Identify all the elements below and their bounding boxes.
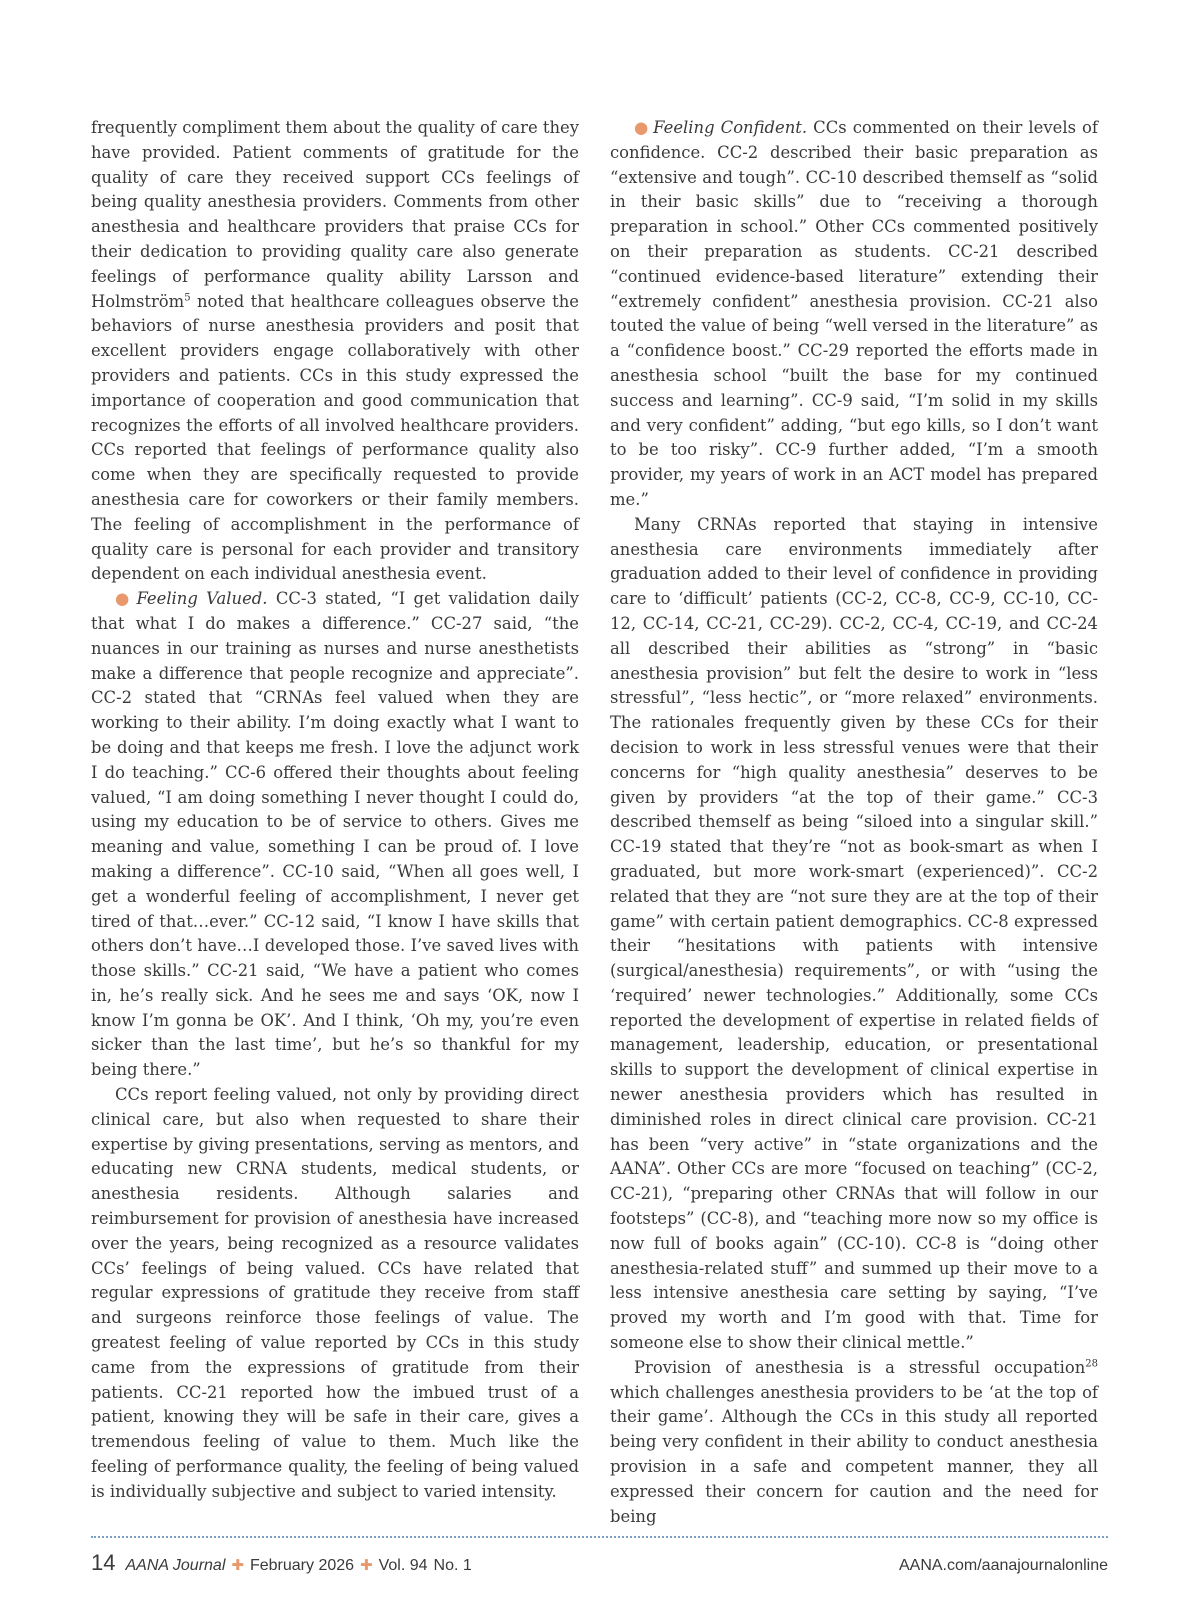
issue-number: No. 1 — [433, 1557, 472, 1574]
left-paragraph-3: CCs report feeling valued, not only by providing direct clinical care, but also when requested to share their expertise by giving presentations, serving as mentors, and educating new CRNA students, medical students, or anesthesia residents. Although salaries and reimbursement for provision of anesthesia have increased over the years, being recognized as a resource validates CCs’ feelings of being valued. CCs have related that regular expressions of gratitude they receive from staff and surgeons reinforce those feelings of value. The greatest feeling of value reported by CCs in this study came from the expressions of gratitude from their patients. CC-21 reported how the imbued trust of a patient, knowing they will be safe in their care, gives a tremendous feeling of value to them. Much like the feeling of performance quality, the feeling of being valued is individually subjective and subject to varied intensity. — [91, 1085, 579, 1501]
issue-date: February 2026 — [249, 1557, 355, 1574]
diamond-separator-icon: ✚ — [231, 1557, 244, 1574]
right-bullet-feeling-confident: ● Feeling Confident. CCs commented on their levels of confidence. CC-2 described their basic preparation as “extensive and tough”. CC-10 described themself as “solid in their basic skills” due to “receiving a thorough preparation in school.” Other CCs commented positively on their preparation as students. CC-21 described “continued evidence-based literature” extending their “extremely confident” anesthesia provision. CC-21 also touted the value of being “well versed in the literature” as a “confidence boost.” CC-29 reported the efforts made in anesthesia school “built the base for my continued success and learning”. CC-9 said, “I’m solid in my skills and very confident” adding, “but ego kills, so I don’t want to be too risky”. CC-9 further added, “I’m a smooth provider, my years of work in an ACT model has prepared me.” — [610, 118, 1098, 509]
left-paragraph-1: frequently compliment them about the quality of care they have provided. Patient comments of gratitude for the quality of care they received support CCs feelings of being quality anesthesia providers. Comments from other anesthesia and healthcare providers that praise CCs for their dedication to providing quality care also generate feelings of performance quality ability Larsson and Holmström$^5$ noted that healthcare colleagues observe the behaviors of nurse anesthesia providers and posit that excellent providers engage collaboratively with other providers and patients. CCs in this study expressed the importance of cooperation and good communication that recognizes the efforts of all involved healthcare providers. CCs reported that feelings of performance quality also come when they are specifically requested to provide anesthesia care for coworkers or their family members. The feeling of accomplishment in the performance of quality care is personal for each provider and transitory dependent on each individual anesthesia event. — [91, 118, 579, 584]
left-column — [91, 116, 579, 1505]
footer-divider — [91, 1536, 1108, 1538]
bullet-icon: ● — [115, 589, 133, 609]
right-paragraph-3: Provision of anesthesia is a stressful occupation$^{28}$ which challenges anesthesia providers to be ‘at the top of their game’. Although the CCs in this study all reported being very confident in their ability to conduct anesthesia provision in a safe and competent manner, they all expressed their concern for caution and the need for being — [610, 1357, 1098, 1526]
citation-superscript: 28 — [1085, 1358, 1098, 1370]
bullet-heading: Feeling Confident. — [653, 118, 808, 137]
journal-name: AANA Journal — [125, 1557, 226, 1574]
diamond-separator-icon: ✚ — [360, 1557, 373, 1574]
page-number: 14 — [91, 1550, 116, 1575]
volume: Vol. 94 — [378, 1557, 428, 1574]
bullet-icon: ● — [634, 118, 650, 137]
right-column — [610, 116, 1098, 1529]
right-paragraph-2: Many CRNAs reported that staying in intensive anesthesia care environments immediately after graduation added to their level of confidence in providing care to ‘difficult’ patients (CC-2, CC-8, CC-9, CC-10, CC-12, CC-14, CC-21, CC-29). CC-2, CC-4, CC-19, and CC-24 all described their abilities as “strong” in “basic anesthesia provision” but felt the desire to work in “less stressful”, “less hectic”, or “more relaxed” environments. The rationales frequently given by these CCs for their decision to work in less stressful venues were that their concerns for “high quality anesthesia” deserves to be given by providers “at the top of their game.” CC-3 described themself as being “siloed into a singular skill.” CC-19 stated that they’re “not as book-smart as when I graduated, but more work-smart (experienced)”. CC-2 related that they are “not sure they are at the top of their game” with certain patient demographics. CC-8 expressed their “hesitations with patients with intensive (surgical/anesthesia) requirements”, or with “using the ‘required’ newer technologies.” Additionally, some CCs reported the development of expertise in related fields of management, leadership, education, or presentational skills to support the development of clinical expertise in newer anesthesia providers which has resulted in diminished roles in direct clinical care provision. CC-21 has been “very active” in “state organizations and the AANA”. Other CCs are more “focused on teaching” (CC-2, CC-21), “preparing other CRNAs that will follow in our footsteps” (CC-8), and “teaching more now so my office is now full of books again” (CC-10). CC-8 is “doing other anesthesia-related stuff” and summed up their move to a less intensive anesthesia care setting by saying, “I’ve proved my worth and I’m good with that. Time for someone else to show their clinical mettle.” — [610, 514, 1098, 1353]
journal-url-link[interactable]: AANA.com/aanajournalonline — [898, 1557, 1108, 1574]
page-footer — [91, 1550, 1108, 1582]
citation-superscript: 5 — [184, 292, 191, 304]
bullet-heading: Feeling Valued. — [136, 589, 268, 609]
left-bullet-feeling-valued: ● Feeling Valued. CC-3 stated, “I get validation daily that what I do makes a difference.” CC-27 said, “the nuances in our training as nurses and nurse anesthetists make a difference that people recognize and appreciate”. CC-2 stated that “CRNAs feel valued when they are working to their ability. I’m doing exactly what I want to be doing and that keeps me fresh. I love the adjunct work I do teaching.” CC-6 offered their thoughts about feeling valued, “I am doing something I never thought I could do, using my education to be of service to others. Gives me meaning and value, something I can be proud of. I love making a difference”. CC-10 said, “When all goes well, I get a wonderful feeling of accomplishment, I never get tired of that…ever.” CC-12 said, “I know I have skills that others don’t have…I developed those. I’ve saved lives with those skills.” CC-21 said, “We have a patient who comes in, he’s really sick. And he sees me and says ‘OK, now I know I’m gonna be OK’. And I think, ‘Oh my, you’re even sicker than the last time’, but he’s so thankful for my being there.” — [91, 589, 579, 1080]
